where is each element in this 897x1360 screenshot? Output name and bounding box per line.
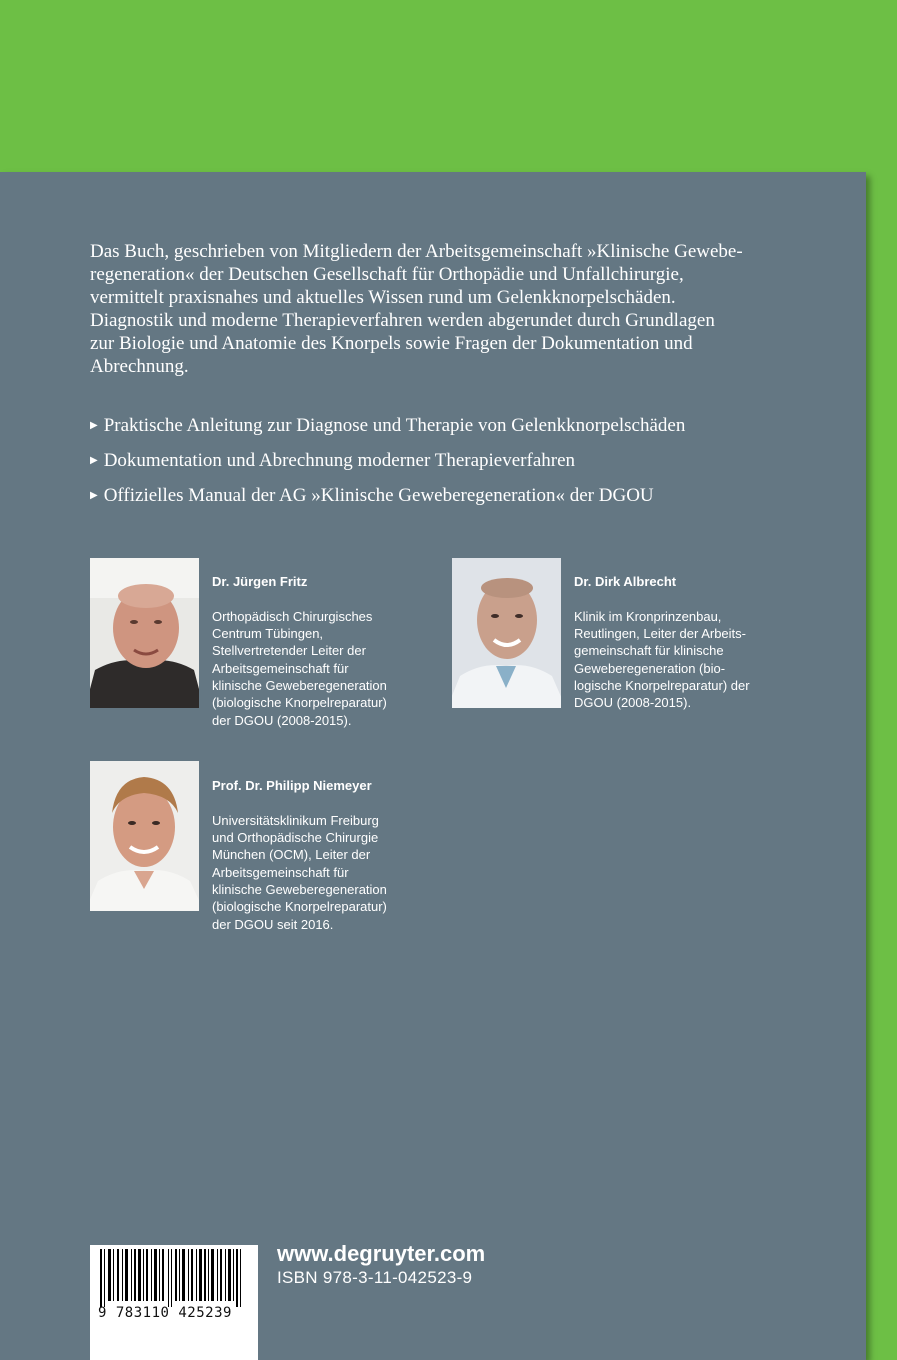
author-photo-niemeyer — [90, 761, 199, 911]
isbn-barcode — [90, 1245, 258, 1360]
author-description: Orthopädisch Chirurgisches Centrum Tübingen, Stellvertretender Leiter der Arbeitsgemeinschaft für klinische Geweberegeneration (biologische Knorpelreparatur) der DGOU (2008-2015). — [212, 608, 387, 728]
feature-item — [90, 414, 685, 449]
feature-list — [90, 414, 685, 519]
feature-item — [90, 449, 685, 484]
author-photo-albrecht — [452, 558, 561, 708]
book-description: Das Buch, geschrieben von Mitgliedern der Arbeitsgemeinschaft »Klinische Gewebe- regeneration« der Deutschen Gesellschaft für Orthopädie und Unfallchirurgie, vermittelt praxisnahes und aktuelles Wissen rund um Gelenkknorpelschäden. Diagnostik und moderne Therapieverfahren werden abgerundet durch Grundlagen zur Biologie und Anatomie des Knorpels sowie Fragen der Dokumentation und Abrechnung. — [90, 241, 743, 377]
triangle-right-icon: ▶ — [90, 455, 98, 466]
author-bio — [212, 760, 432, 933]
feature-text: Dokumentation und Abrechnung moderner Therapieverfahren — [103, 450, 576, 471]
publisher-website[interactable]: www.degruyter.com — [277, 1241, 486, 1266]
feature-text: Praktische Anleitung zur Diagnose und Therapie von Gelenkknorpelschäden — [103, 415, 686, 436]
author-name: Prof. Dr. Philipp Niemeyer — [212, 778, 372, 794]
triangle-right-icon: ▶ — [90, 420, 98, 431]
triangle-right-icon: ▶ — [90, 490, 98, 501]
barcode-number: 9 783110 425239 — [98, 1305, 232, 1321]
author-description: Klinik im Kronprinzenbau, Reutlingen, Leiter der Arbeits- gemeinschaft für klinische Geweberegeneration (bio- logische Knorpelreparatur) der DGOU (2008-2015). — [574, 608, 750, 711]
isbn-text: ISBN 978-3-11-042523-9 — [277, 1268, 473, 1287]
feature-item — [90, 484, 685, 519]
author-photo-fritz — [90, 558, 199, 708]
author-description: Universitätsklinikum Freiburg und Orthopädische Chirurgie München (OCM), Leiter der Arbeitsgemeinschaft für klinische Geweberegeneration (biologische Knorpelreparatur) der DGOU seit 2016. — [212, 812, 387, 932]
feature-text: Offizielles Manual der AG »Klinische Geweberegeneration« der DGOU — [103, 485, 654, 506]
green-cover-band — [0, 0, 897, 172]
author-name: Dr. Dirk Albrecht — [574, 574, 677, 590]
barcode-icon — [90, 1247, 258, 1307]
author-name: Dr. Jürgen Fritz — [212, 574, 308, 590]
author-bio — [574, 556, 794, 712]
author-bio — [212, 556, 432, 729]
